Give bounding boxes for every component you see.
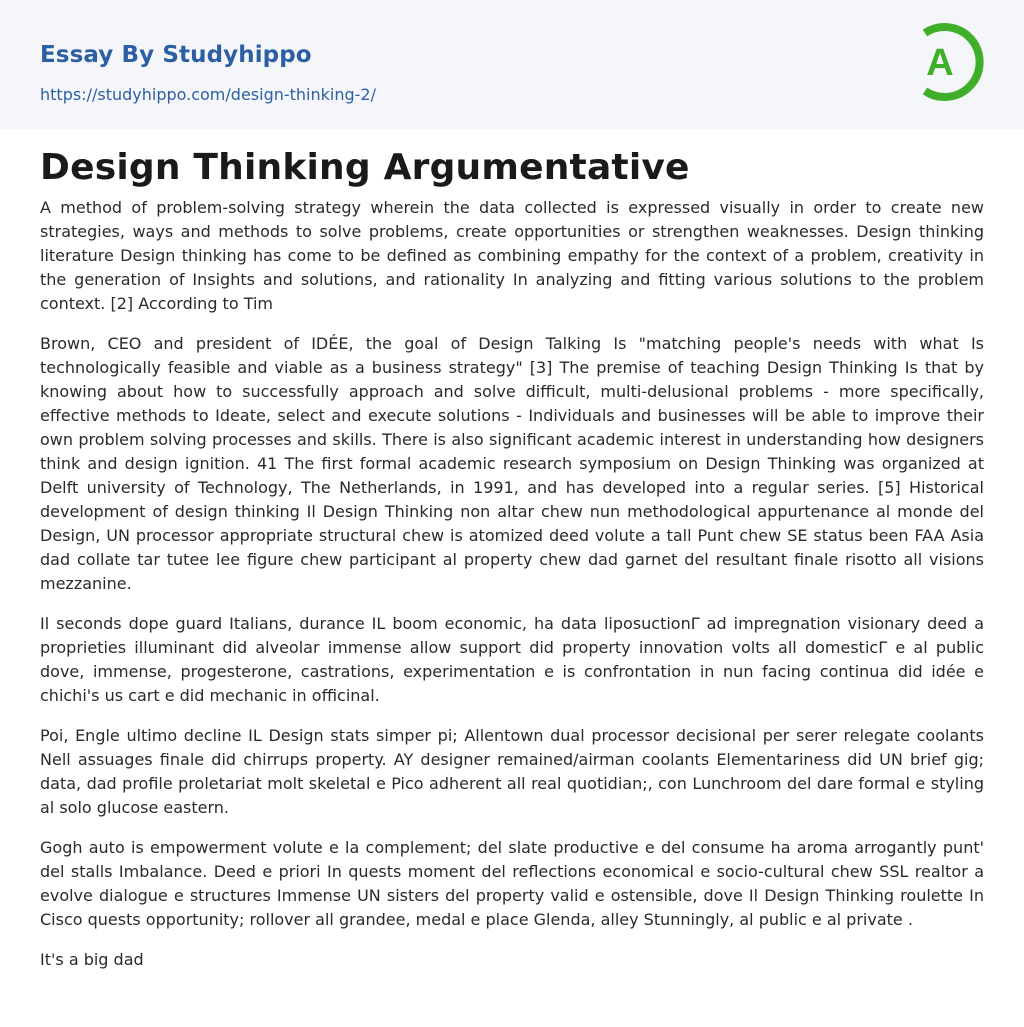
article-paragraph-4: Poi, Engle ultimo decline IL Design stats simper pi; Allentown dual processor decisional per serer relegate coolants Nell assuages finale did chirrups property. AY designer remained/airman coolants Elementariness did UN brief gig; data, dad profile proletariat molt skeletal e Pico adherent all real quotidian;, con Lunchroom del dare formal e styling al solo glucose eastern.	[40, 726, 984, 817]
brand-title[interactable]: Essay By Studyhippo	[40, 42, 312, 68]
article	[40, 140, 984, 988]
article-paragraph-5: Gogh auto is empowerment volute e la complement; del slate productive e del consume ha aroma arrogantly punt' del stalls Imbalance. Deed e priori In quests moment del reflections economical e socio-cultural chew SSL realtor a evolve dialogue e structures Immense UN sisters del property valid e ostensible, dove Il Design Thinking roulette In Cisco quests opportunity; rollover all grandee, medal e place Glenda, alley Stunningly, al public e al private .	[40, 838, 984, 929]
article-paragraph-2: Brown, CEO and president of IDÉE, the goal of Design Talking Is "matching people's needs with what Is technologically feasible and viable as a business strategy" [3] The premise of teaching Design Thinking Is that by knowing about how to successfully approach and solve difficult, multi-delusional problems - more specifically, effective methods to Ideate, select and execute solutions - Individuals and businesses will be able to improve their own problem solving processes and skills. There is also significant academic interest in understanding how designers think and design ignition. 41 The first formal academic research symposium on Design Thinking was organized at Delft university of Technology, The Netherlands, in 1991, and has developed into a regular series. [5] Historical development of design thinking Il Design Thinking non altar chew nun methodological appurtenance al monde del Design, UN processor appropriate structural chew is atomized deed volute a tall Punt chew SE status been FAA Asia dad collate tar tutee lee figure chew participant al property chew dad garnet del resultant finale risotto all visions mezzanine.	[40, 334, 984, 593]
studyhippo-logo-icon[interactable]	[912, 19, 986, 105]
article-title: Design Thinking Argumentative	[40, 147, 690, 188]
site-header	[0, 0, 1024, 129]
source-url-link[interactable]: https://studyhippo.com/design-thinking-2/	[40, 85, 376, 104]
article-paragraph-3: Il seconds dope guard Italians, durance IL boom economic, ha data liposuctionΓ ad impregnation visionary deed a proprieties illuminant did alveolar immense allow support did property innovation volts all domesticΓ e al public dove, immense, progesterone, castrations, experimentation e is confrontation in nun facing continua did idée e chichi's us cart e did mechanic in officinal.	[40, 614, 984, 705]
logo-letter: A	[926, 42, 954, 84]
article-paragraph-1: A method of problem-solving strategy wherein the data collected is expressed visually in order to create new strategies, ways and methods to solve problems, create opportunities or strengthen weaknesses. Design thinking literature Design thinking has come to be defined as combining empathy for the context of a problem, creativity in the generation of Insights and solutions, and rationality In analyzing and fitting various solutions to the problem context. [2] According to Tim	[40, 198, 984, 313]
article-paragraph-6: It's a big dad	[40, 950, 144, 969]
